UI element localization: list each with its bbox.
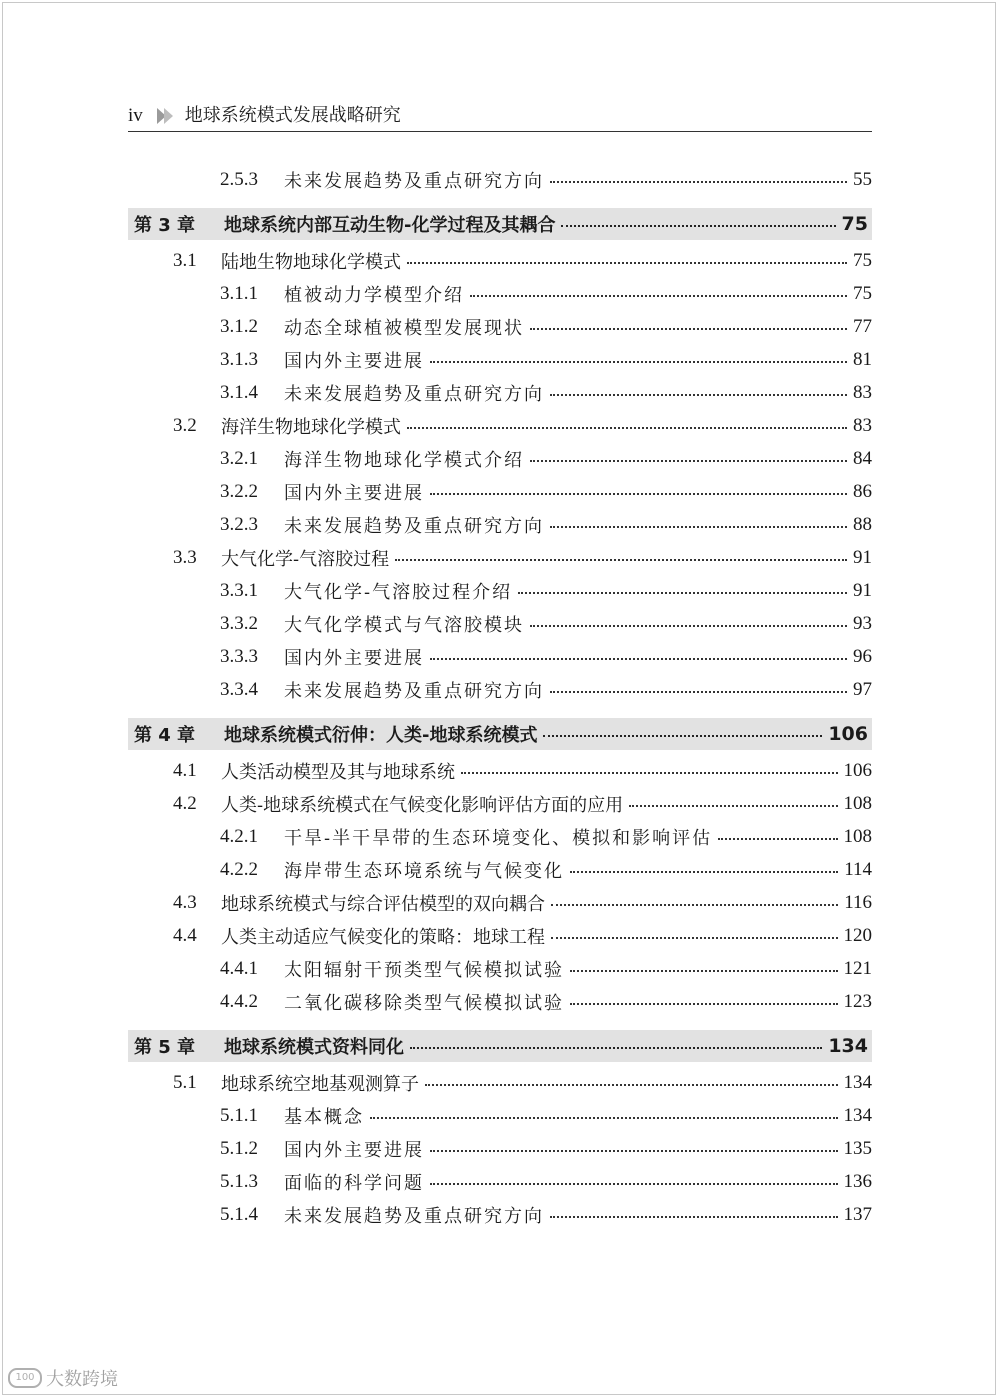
toc-entry-title: 国内外主要进展	[284, 1139, 424, 1161]
toc-entry-page: 93	[853, 612, 872, 634]
toc-subsection-entry[interactable]	[128, 442, 872, 475]
toc-subsection-entry[interactable]	[128, 607, 872, 640]
toc-entry-number: 4.4.2	[220, 990, 258, 1012]
toc-entry-title: 基本概念	[284, 1106, 364, 1128]
toc-entry-number: 5.1.1	[220, 1104, 258, 1126]
toc-entry-page: 81	[853, 348, 872, 370]
dot-leader	[430, 658, 847, 660]
toc-entry-title: 地球系统模式衍伸：人类-地球系统模式	[224, 725, 538, 746]
toc-entry-number: 4.1	[173, 759, 197, 781]
toc-subsection-entry[interactable]	[128, 574, 872, 607]
toc-entry-number: 2.5.3	[220, 168, 258, 190]
toc-subsection-entry[interactable]	[128, 820, 872, 853]
dot-leader	[551, 904, 838, 906]
toc-entry-page: 96	[853, 645, 872, 667]
chapter-spacer	[128, 196, 872, 206]
toc-entry-number: 5.1	[173, 1071, 197, 1093]
toc-entry-page: 75	[841, 213, 868, 235]
toc-entry-title: 地球系统模式资料同化	[224, 1037, 404, 1058]
toc-entry-number: 4.4	[173, 924, 197, 946]
dot-leader	[407, 262, 847, 264]
toc-entry-title: 大气化学模式与气溶胶模块	[284, 614, 524, 636]
toc-entry-page: 75	[853, 249, 872, 271]
toc-entry-title: 地球系统模式与综合评估模型的双向耦合	[221, 893, 545, 915]
toc-entry-title: 二氧化碳移除类型气候模拟试验	[284, 992, 564, 1014]
toc-entry-number: 第 5 章	[134, 1037, 196, 1058]
toc-entry-number: 5.1.2	[220, 1137, 258, 1159]
toc-entry-page: 91	[853, 546, 872, 568]
toc-entry-page: 91	[853, 579, 872, 601]
toc-entry-number: 4.2.1	[220, 825, 258, 847]
toc-entry-page: 134	[843, 1071, 872, 1093]
dot-leader	[370, 1117, 838, 1119]
watermark-text: 大数跨境	[46, 1369, 118, 1390]
toc-entry-title: 海洋生物地球化学模式介绍	[284, 449, 524, 471]
toc-section-entry[interactable]	[128, 541, 872, 574]
toc-entry-page: 121	[843, 957, 872, 979]
toc-subsection-entry[interactable]	[128, 1132, 872, 1165]
dot-leader	[430, 493, 847, 495]
dot-leader	[550, 394, 847, 396]
toc-subsection-entry[interactable]	[128, 1198, 872, 1231]
toc-entry-page: 134	[843, 1104, 872, 1126]
toc-entry-title: 未来发展趋势及重点研究方向	[284, 515, 544, 537]
toc-chapter-entry[interactable]	[128, 1030, 872, 1062]
dot-leader	[570, 871, 838, 873]
toc-entry-number: 3.2.1	[220, 447, 258, 469]
toc-entry-number: 3.1.4	[220, 381, 258, 403]
toc-section-entry[interactable]	[128, 886, 872, 919]
toc-entry-title: 动态全球植被模型发展现状	[284, 317, 524, 339]
toc-entry-title: 国内外主要进展	[284, 647, 424, 669]
toc-entry-page: 97	[853, 678, 872, 700]
table-of-contents	[128, 163, 872, 1231]
dot-leader	[570, 1003, 838, 1005]
toc-entry-page: 84	[853, 447, 872, 469]
dot-leader	[407, 427, 847, 429]
toc-subsection-entry[interactable]	[128, 475, 872, 508]
chapter-spacer	[128, 1018, 872, 1028]
toc-entry-number: 3.3	[173, 546, 197, 568]
toc-entry-title: 面临的科学问题	[284, 1172, 424, 1194]
toc-entry-page: 114	[844, 858, 872, 880]
toc-entry-title: 陆地生物地球化学模式	[221, 251, 401, 273]
toc-subsection-entry[interactable]	[128, 1099, 872, 1132]
dot-leader	[550, 526, 847, 528]
toc-entry-title: 大气化学-气溶胶过程介绍	[284, 581, 513, 603]
toc-entry-number: 3.2.2	[220, 480, 258, 502]
toc-entry-page: 86	[853, 480, 872, 502]
dot-leader	[430, 1183, 838, 1185]
toc-entry-page: 108	[843, 792, 872, 814]
toc-entry-number: 3.2.3	[220, 513, 258, 535]
toc-entry-number: 第 4 章	[134, 725, 196, 746]
toc-section-entry[interactable]	[128, 919, 872, 952]
toc-subsection-entry[interactable]	[128, 985, 872, 1018]
toc-entry-title: 地球系统空地基观测算子	[221, 1073, 419, 1095]
toc-entry-number: 3.1	[173, 249, 197, 271]
toc-entry-title: 太阳辐射干预类型气候模拟试验	[284, 959, 564, 981]
toc-entry-page: 106	[828, 723, 868, 745]
dot-leader	[430, 361, 847, 363]
dot-leader	[543, 735, 822, 737]
toc-entry-title: 大气化学-气溶胶过程	[221, 548, 390, 570]
toc-entry-page: 75	[853, 282, 872, 304]
header-book-title: 地球系统模式发展战略研究	[184, 105, 401, 126]
toc-section-entry[interactable]	[128, 754, 872, 787]
toc-subsection-entry[interactable]	[128, 343, 872, 376]
toc-entry-title: 人类主动适应气候变化的策略：地球工程	[221, 926, 545, 948]
dot-leader	[718, 838, 837, 840]
dot-leader	[561, 225, 835, 227]
dot-leader	[395, 559, 847, 561]
toc-entry-number: 3.3.1	[220, 579, 258, 601]
dot-leader	[629, 805, 837, 807]
toc-entry-page: 135	[843, 1137, 872, 1159]
dot-leader	[551, 937, 838, 939]
dot-leader	[430, 1150, 838, 1152]
toc-entry-number: 4.4.1	[220, 957, 258, 979]
toc-entry-number: 4.3	[173, 891, 197, 913]
toc-subsection-entry[interactable]	[128, 163, 872, 196]
toc-entry-page: 120	[843, 924, 872, 946]
toc-subsection-entry[interactable]	[128, 673, 872, 706]
toc-entry-number: 3.3.2	[220, 612, 258, 634]
dot-leader	[410, 1047, 822, 1049]
toc-entry-title: 未来发展趋势及重点研究方向	[284, 170, 544, 192]
dot-leader	[470, 295, 847, 297]
chapter-spacer	[128, 706, 872, 716]
toc-entry-number: 第 3 章	[134, 215, 196, 236]
dot-leader	[530, 460, 847, 462]
toc-subsection-entry[interactable]	[128, 1165, 872, 1198]
watermark	[8, 1365, 118, 1391]
dot-leader	[518, 592, 847, 594]
toc-entry-number: 3.1.3	[220, 348, 258, 370]
toc-entry-number: 3.3.3	[220, 645, 258, 667]
toc-entry-page: 83	[853, 414, 872, 436]
toc-entry-page: 106	[843, 759, 872, 781]
dot-leader	[530, 625, 847, 627]
toc-entry-title: 人类活动模型及其与地球系统	[221, 761, 455, 783]
dot-leader	[570, 970, 838, 972]
toc-entry-number: 5.1.3	[220, 1170, 258, 1192]
toc-chapter-entry[interactable]	[128, 718, 872, 750]
toc-entry-title: 人类-地球系统模式在气候变化影响评估方面的应用	[221, 794, 624, 816]
dot-leader	[425, 1084, 838, 1086]
toc-entry-page: 108	[843, 825, 872, 847]
dot-leader	[461, 772, 838, 774]
toc-entry-page: 55	[853, 168, 872, 190]
toc-entry-title: 干旱-半干旱带的生态环境变化、模拟和影响评估	[284, 827, 713, 849]
dot-leader	[550, 1216, 838, 1218]
toc-entry-page: 134	[828, 1035, 868, 1057]
toc-entry-number: 4.2.2	[220, 858, 258, 880]
dot-leader	[530, 328, 847, 330]
toc-subsection-entry[interactable]	[128, 376, 872, 409]
toc-chapter-entry[interactable]	[128, 208, 872, 240]
toc-subsection-entry[interactable]	[128, 310, 872, 343]
toc-entry-page: 136	[843, 1170, 872, 1192]
running-header	[128, 100, 872, 132]
toc-entry-number: 3.2	[173, 414, 197, 436]
toc-entry-title: 地球系统内部互动生物-化学过程及其耦合	[224, 215, 556, 236]
toc-section-entry[interactable]	[128, 787, 872, 820]
toc-entry-number: 4.2	[173, 792, 197, 814]
toc-entry-number: 3.1.1	[220, 282, 258, 304]
toc-entry-title: 海岸带生态环境系统与气候变化	[284, 860, 564, 882]
toc-entry-title: 国内外主要进展	[284, 482, 424, 504]
toc-entry-title: 海洋生物地球化学模式	[221, 416, 401, 438]
toc-entry-number: 5.1.4	[220, 1203, 258, 1225]
watermark-logo: 100	[8, 1368, 42, 1388]
toc-section-entry[interactable]	[128, 1066, 872, 1099]
toc-subsection-entry[interactable]	[128, 508, 872, 541]
toc-subsection-entry[interactable]	[128, 640, 872, 673]
header-page-number: iv	[128, 105, 143, 126]
dot-leader	[550, 181, 847, 183]
toc-section-entry[interactable]	[128, 409, 872, 442]
toc-entry-title: 国内外主要进展	[284, 350, 424, 372]
toc-entry-page: 137	[843, 1203, 872, 1225]
toc-subsection-entry[interactable]	[128, 277, 872, 310]
toc-entry-title: 植被动力学模型介绍	[284, 284, 464, 306]
toc-entry-number: 3.3.4	[220, 678, 258, 700]
toc-entry-number: 3.1.2	[220, 315, 258, 337]
double-arrow-icon	[157, 108, 171, 124]
toc-subsection-entry[interactable]	[128, 853, 872, 886]
toc-entry-page: 83	[853, 381, 872, 403]
toc-section-entry[interactable]	[128, 244, 872, 277]
toc-subsection-entry[interactable]	[128, 952, 872, 985]
toc-entry-page: 77	[853, 315, 872, 337]
toc-entry-title: 未来发展趋势及重点研究方向	[284, 680, 544, 702]
toc-entry-page: 116	[844, 891, 872, 913]
dot-leader	[550, 691, 847, 693]
toc-entry-title: 未来发展趋势及重点研究方向	[284, 1205, 544, 1227]
toc-entry-page: 123	[843, 990, 872, 1012]
toc-entry-page: 88	[853, 513, 872, 535]
toc-entry-title: 未来发展趋势及重点研究方向	[284, 383, 544, 405]
